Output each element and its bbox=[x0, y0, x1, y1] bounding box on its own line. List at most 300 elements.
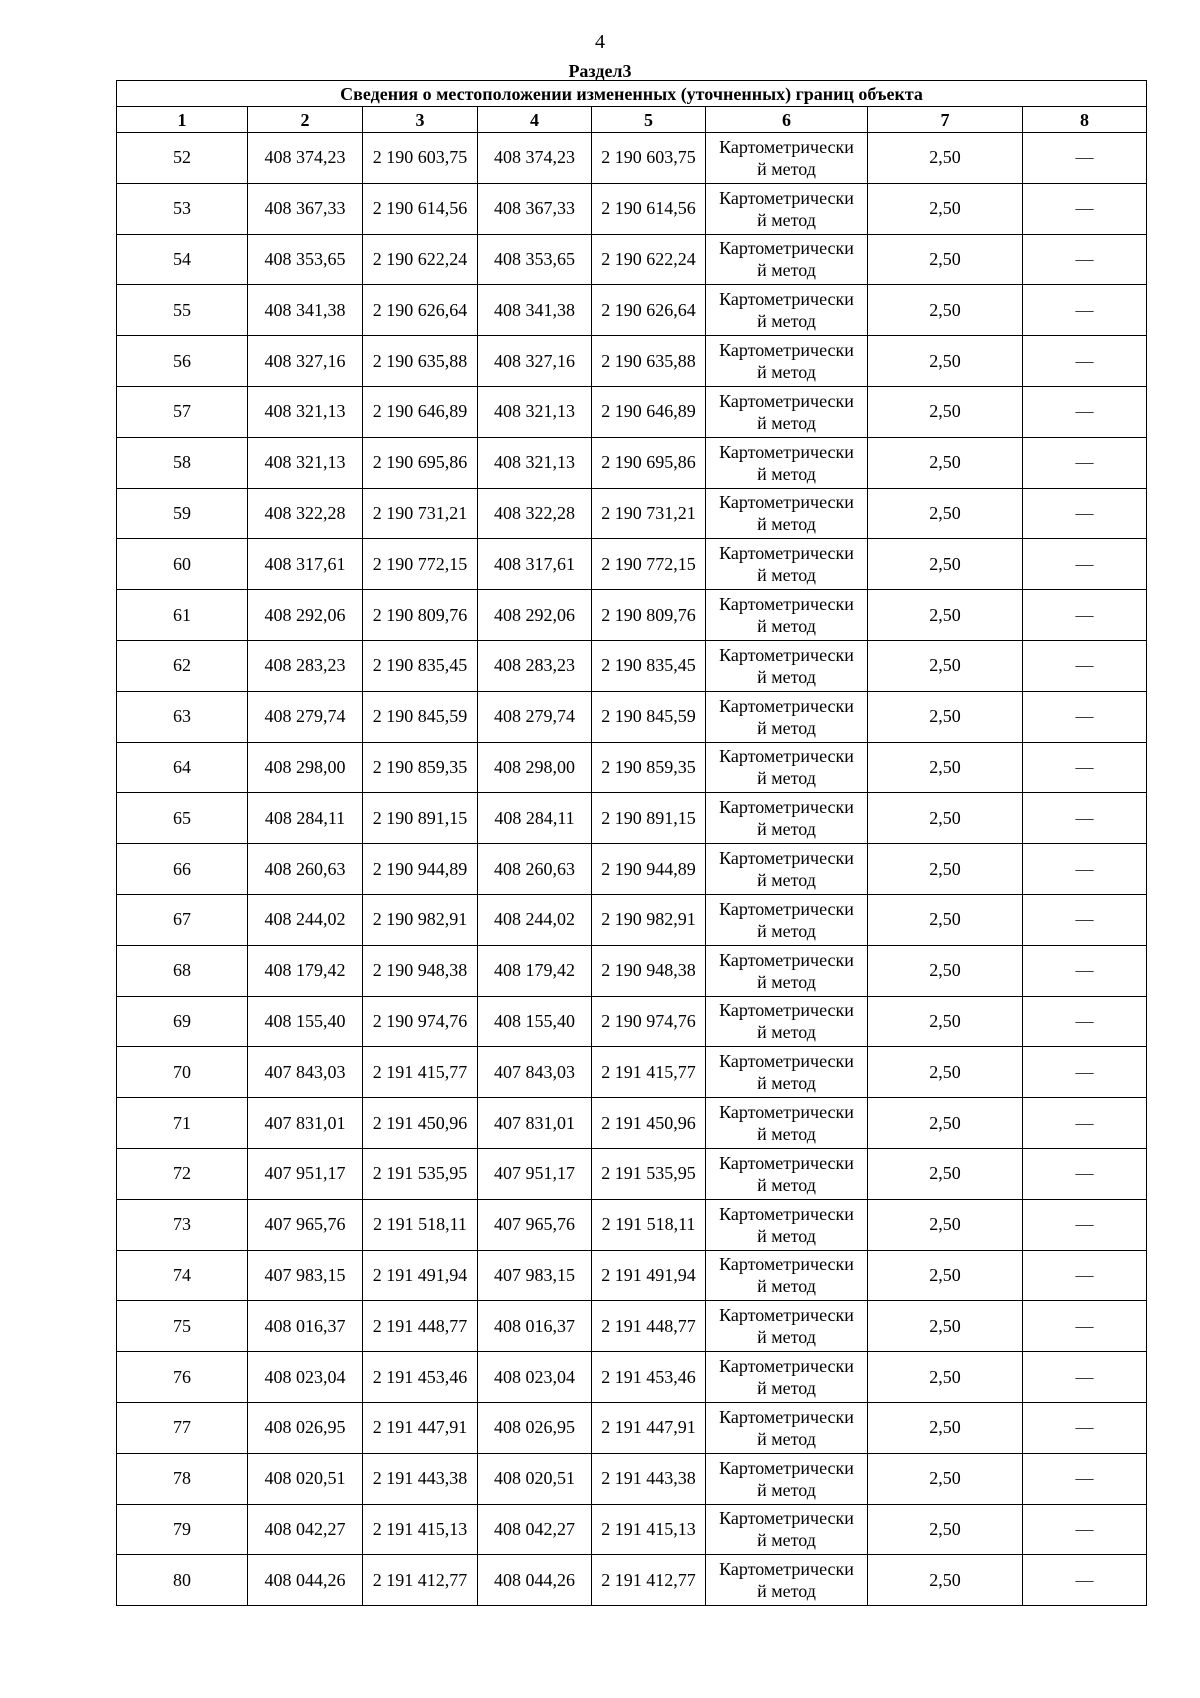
accuracy-cell: 2,50 bbox=[868, 1098, 1023, 1149]
table-row bbox=[117, 133, 1147, 184]
y-coordinate-cell: 2 190 646,89 bbox=[363, 386, 478, 437]
method-text-line: й метод bbox=[757, 717, 816, 738]
x-coordinate-cell: 408 016,37 bbox=[248, 1301, 363, 1352]
x-coordinate-cell: 408 016,37 bbox=[478, 1301, 592, 1352]
accuracy-cell: 2,50 bbox=[868, 1402, 1023, 1453]
x-coordinate-cell: 408 155,40 bbox=[478, 996, 592, 1047]
x-coordinate-cell: 408 321,13 bbox=[478, 437, 592, 488]
x-coordinate-cell: 407 843,03 bbox=[478, 1047, 592, 1098]
method-cell bbox=[706, 1250, 868, 1301]
y-coordinate-cell: 2 190 626,64 bbox=[592, 285, 706, 336]
method-cell bbox=[706, 1148, 868, 1199]
table-row bbox=[117, 640, 1147, 691]
point-number-cell: 73 bbox=[117, 1199, 248, 1250]
y-coordinate-cell: 2 190 614,56 bbox=[363, 183, 478, 234]
coordinates-table bbox=[116, 80, 1147, 1606]
x-coordinate-cell: 408 374,23 bbox=[478, 133, 592, 184]
description-cell: — bbox=[1023, 1250, 1147, 1301]
x-coordinate-cell: 408 179,42 bbox=[478, 945, 592, 996]
table-row bbox=[117, 1199, 1147, 1250]
method-text-line: й метод bbox=[757, 666, 816, 687]
y-coordinate-cell: 2 190 646,89 bbox=[592, 386, 706, 437]
y-coordinate-cell: 2 190 809,76 bbox=[592, 590, 706, 641]
method-text-line: Картометрически bbox=[719, 1102, 854, 1123]
y-coordinate-cell: 2 191 535,95 bbox=[363, 1148, 478, 1199]
table-body bbox=[117, 133, 1147, 1606]
y-coordinate-cell: 2 190 982,91 bbox=[592, 894, 706, 945]
y-coordinate-cell: 2 190 635,88 bbox=[363, 336, 478, 387]
method-cell bbox=[706, 1098, 868, 1149]
table-row bbox=[117, 1148, 1147, 1199]
description-cell: — bbox=[1023, 285, 1147, 336]
description-cell: — bbox=[1023, 945, 1147, 996]
accuracy-cell: 2,50 bbox=[868, 945, 1023, 996]
method-text-line: й метод bbox=[757, 920, 816, 941]
y-coordinate-cell: 2 190 695,86 bbox=[363, 437, 478, 488]
table-row bbox=[117, 1047, 1147, 1098]
accuracy-cell: 2,50 bbox=[868, 1555, 1023, 1606]
y-coordinate-cell: 2 190 891,15 bbox=[592, 793, 706, 844]
method-text-line: й метод bbox=[757, 1276, 816, 1297]
description-cell: — bbox=[1023, 1047, 1147, 1098]
y-coordinate-cell: 2 191 535,95 bbox=[592, 1148, 706, 1199]
method-cell bbox=[706, 945, 868, 996]
x-coordinate-cell: 408 321,13 bbox=[248, 437, 363, 488]
y-coordinate-cell: 2 190 948,38 bbox=[363, 945, 478, 996]
method-cell bbox=[706, 742, 868, 793]
accuracy-cell: 2,50 bbox=[868, 1352, 1023, 1403]
column-header: 3 bbox=[363, 107, 478, 133]
method-text-line: Картометрически bbox=[719, 1152, 854, 1173]
y-coordinate-cell: 2 190 622,24 bbox=[363, 234, 478, 285]
method-text-line: й метод bbox=[757, 1530, 816, 1551]
description-cell: — bbox=[1023, 336, 1147, 387]
method-text-line: Картометрически bbox=[719, 1559, 854, 1580]
method-text-line: й метод bbox=[757, 1174, 816, 1195]
y-coordinate-cell: 2 190 635,88 bbox=[592, 336, 706, 387]
method-text-line: Картометрически bbox=[719, 594, 854, 615]
description-cell: — bbox=[1023, 1199, 1147, 1250]
method-text-line: Картометрически bbox=[719, 1356, 854, 1377]
point-number-cell: 52 bbox=[117, 133, 248, 184]
x-coordinate-cell: 408 155,40 bbox=[248, 996, 363, 1047]
table-row bbox=[117, 386, 1147, 437]
x-coordinate-cell: 408 283,23 bbox=[248, 640, 363, 691]
x-coordinate-cell: 408 292,06 bbox=[478, 590, 592, 641]
y-coordinate-cell: 2 190 626,64 bbox=[363, 285, 478, 336]
table-row bbox=[117, 691, 1147, 742]
description-cell: — bbox=[1023, 996, 1147, 1047]
accuracy-cell: 2,50 bbox=[868, 1301, 1023, 1352]
y-coordinate-cell: 2 191 447,91 bbox=[363, 1402, 478, 1453]
method-cell bbox=[706, 133, 868, 184]
point-number-cell: 70 bbox=[117, 1047, 248, 1098]
table-row bbox=[117, 1098, 1147, 1149]
x-coordinate-cell: 408 023,04 bbox=[248, 1352, 363, 1403]
method-text-line: Картометрически bbox=[719, 1254, 854, 1275]
x-coordinate-cell: 408 042,27 bbox=[248, 1504, 363, 1555]
y-coordinate-cell: 2 190 982,91 bbox=[363, 894, 478, 945]
y-coordinate-cell: 2 191 415,13 bbox=[592, 1504, 706, 1555]
method-text-line: й метод bbox=[757, 260, 816, 281]
method-text-line: й метод bbox=[757, 158, 816, 179]
accuracy-cell: 2,50 bbox=[868, 386, 1023, 437]
description-cell: — bbox=[1023, 894, 1147, 945]
point-number-cell: 58 bbox=[117, 437, 248, 488]
method-cell bbox=[706, 996, 868, 1047]
x-coordinate-cell: 408 367,33 bbox=[478, 183, 592, 234]
x-coordinate-cell: 408 292,06 bbox=[248, 590, 363, 641]
y-coordinate-cell: 2 191 443,38 bbox=[363, 1453, 478, 1504]
y-coordinate-cell: 2 191 415,13 bbox=[363, 1504, 478, 1555]
column-header: 8 bbox=[1023, 107, 1147, 133]
y-coordinate-cell: 2 190 944,89 bbox=[592, 844, 706, 895]
method-text-line: Картометрически bbox=[719, 898, 854, 919]
x-coordinate-cell: 408 284,11 bbox=[248, 793, 363, 844]
accuracy-cell: 2,50 bbox=[868, 691, 1023, 742]
x-coordinate-cell: 407 983,15 bbox=[248, 1250, 363, 1301]
accuracy-cell: 2,50 bbox=[868, 1250, 1023, 1301]
method-cell bbox=[706, 539, 868, 590]
table-row bbox=[117, 1555, 1147, 1606]
y-coordinate-cell: 2 190 695,86 bbox=[592, 437, 706, 488]
method-text-line: й метод bbox=[757, 565, 816, 586]
description-cell: — bbox=[1023, 691, 1147, 742]
method-cell bbox=[706, 1301, 868, 1352]
table-row bbox=[117, 996, 1147, 1047]
y-coordinate-cell: 2 190 731,21 bbox=[363, 488, 478, 539]
x-coordinate-cell: 407 831,01 bbox=[248, 1098, 363, 1149]
accuracy-cell: 2,50 bbox=[868, 1148, 1023, 1199]
description-cell: — bbox=[1023, 234, 1147, 285]
description-cell: — bbox=[1023, 742, 1147, 793]
accuracy-cell: 2,50 bbox=[868, 1199, 1023, 1250]
table-row bbox=[117, 1250, 1147, 1301]
point-number-cell: 77 bbox=[117, 1402, 248, 1453]
method-text-line: й метод bbox=[757, 768, 816, 789]
method-text-line: й метод bbox=[757, 1022, 816, 1043]
point-number-cell: 66 bbox=[117, 844, 248, 895]
column-header: 7 bbox=[868, 107, 1023, 133]
method-text-line: Картометрически bbox=[719, 136, 854, 157]
method-text-line: Картометрически bbox=[719, 289, 854, 310]
method-text-line: й метод bbox=[757, 1378, 816, 1399]
x-coordinate-cell: 407 951,17 bbox=[478, 1148, 592, 1199]
accuracy-cell: 2,50 bbox=[868, 742, 1023, 793]
table-row bbox=[117, 844, 1147, 895]
x-coordinate-cell: 408 322,28 bbox=[478, 488, 592, 539]
method-cell bbox=[706, 1504, 868, 1555]
method-text-line: Картометрически bbox=[719, 390, 854, 411]
table-row bbox=[117, 945, 1147, 996]
method-text-line: Картометрически bbox=[719, 187, 854, 208]
method-text-line: й метод bbox=[757, 311, 816, 332]
table-row bbox=[117, 488, 1147, 539]
x-coordinate-cell: 408 298,00 bbox=[478, 742, 592, 793]
point-number-cell: 53 bbox=[117, 183, 248, 234]
method-cell bbox=[706, 183, 868, 234]
y-coordinate-cell: 2 191 415,77 bbox=[363, 1047, 478, 1098]
x-coordinate-cell: 408 317,61 bbox=[478, 539, 592, 590]
y-coordinate-cell: 2 190 859,35 bbox=[592, 742, 706, 793]
method-text-line: Картометрически bbox=[719, 441, 854, 462]
x-coordinate-cell: 408 279,74 bbox=[478, 691, 592, 742]
method-cell bbox=[706, 285, 868, 336]
description-cell: — bbox=[1023, 793, 1147, 844]
method-text-line: й метод bbox=[757, 362, 816, 383]
point-number-cell: 62 bbox=[117, 640, 248, 691]
table-row bbox=[117, 285, 1147, 336]
description-cell: — bbox=[1023, 1504, 1147, 1555]
table-row bbox=[117, 539, 1147, 590]
accuracy-cell: 2,50 bbox=[868, 996, 1023, 1047]
method-text-line: Картометрически bbox=[719, 746, 854, 767]
description-cell: — bbox=[1023, 1555, 1147, 1606]
y-coordinate-cell: 2 191 412,77 bbox=[592, 1555, 706, 1606]
accuracy-cell: 2,50 bbox=[868, 1047, 1023, 1098]
x-coordinate-cell: 408 260,63 bbox=[248, 844, 363, 895]
method-text-line: Картометрически bbox=[719, 848, 854, 869]
x-coordinate-cell: 408 244,02 bbox=[478, 894, 592, 945]
method-text-line: Картометрически bbox=[719, 1305, 854, 1326]
accuracy-cell: 2,50 bbox=[868, 183, 1023, 234]
point-number-cell: 55 bbox=[117, 285, 248, 336]
x-coordinate-cell: 408 367,33 bbox=[248, 183, 363, 234]
point-number-cell: 65 bbox=[117, 793, 248, 844]
y-coordinate-cell: 2 190 603,75 bbox=[363, 133, 478, 184]
accuracy-cell: 2,50 bbox=[868, 336, 1023, 387]
table-row bbox=[117, 1402, 1147, 1453]
x-coordinate-cell: 408 260,63 bbox=[478, 844, 592, 895]
y-coordinate-cell: 2 191 448,77 bbox=[363, 1301, 478, 1352]
x-coordinate-cell: 408 298,00 bbox=[248, 742, 363, 793]
accuracy-cell: 2,50 bbox=[868, 133, 1023, 184]
accuracy-cell: 2,50 bbox=[868, 234, 1023, 285]
x-coordinate-cell: 408 044,26 bbox=[478, 1555, 592, 1606]
y-coordinate-cell: 2 190 614,56 bbox=[592, 183, 706, 234]
description-cell: — bbox=[1023, 539, 1147, 590]
description-cell: — bbox=[1023, 1301, 1147, 1352]
y-coordinate-cell: 2 190 731,21 bbox=[592, 488, 706, 539]
accuracy-cell: 2,50 bbox=[868, 1453, 1023, 1504]
accuracy-cell: 2,50 bbox=[868, 285, 1023, 336]
y-coordinate-cell: 2 191 453,46 bbox=[363, 1352, 478, 1403]
method-text-line: й метод bbox=[757, 1124, 816, 1145]
method-text-line: Картометрически bbox=[719, 543, 854, 564]
description-cell: — bbox=[1023, 386, 1147, 437]
method-text-line: Картометрически bbox=[719, 238, 854, 259]
point-number-cell: 75 bbox=[117, 1301, 248, 1352]
description-cell: — bbox=[1023, 437, 1147, 488]
x-coordinate-cell: 408 353,65 bbox=[478, 234, 592, 285]
column-header: 6 bbox=[706, 107, 868, 133]
point-number-cell: 57 bbox=[117, 386, 248, 437]
point-number-cell: 74 bbox=[117, 1250, 248, 1301]
table-row bbox=[117, 1453, 1147, 1504]
method-cell bbox=[706, 1047, 868, 1098]
method-text-line: й метод bbox=[757, 514, 816, 535]
page-number: 4 bbox=[595, 31, 605, 53]
table-row bbox=[117, 590, 1147, 641]
y-coordinate-cell: 2 191 491,94 bbox=[592, 1250, 706, 1301]
x-coordinate-cell: 408 179,42 bbox=[248, 945, 363, 996]
x-coordinate-cell: 408 020,51 bbox=[248, 1453, 363, 1504]
x-coordinate-cell: 407 831,01 bbox=[478, 1098, 592, 1149]
x-coordinate-cell: 408 341,38 bbox=[248, 285, 363, 336]
x-coordinate-cell: 408 283,23 bbox=[478, 640, 592, 691]
table-row bbox=[117, 437, 1147, 488]
y-coordinate-cell: 2 190 622,24 bbox=[592, 234, 706, 285]
method-text-line: Картометрически bbox=[719, 1508, 854, 1529]
y-coordinate-cell: 2 190 948,38 bbox=[592, 945, 706, 996]
method-text-line: й метод bbox=[757, 463, 816, 484]
point-number-cell: 80 bbox=[117, 1555, 248, 1606]
method-text-line: Картометрически bbox=[719, 492, 854, 513]
y-coordinate-cell: 2 191 518,11 bbox=[363, 1199, 478, 1250]
accuracy-cell: 2,50 bbox=[868, 488, 1023, 539]
x-coordinate-cell: 408 322,28 bbox=[248, 488, 363, 539]
accuracy-cell: 2,50 bbox=[868, 539, 1023, 590]
table-row bbox=[117, 1352, 1147, 1403]
method-cell bbox=[706, 590, 868, 641]
y-coordinate-cell: 2 191 450,96 bbox=[363, 1098, 478, 1149]
x-coordinate-cell: 408 284,11 bbox=[478, 793, 592, 844]
y-coordinate-cell: 2 190 944,89 bbox=[363, 844, 478, 895]
method-text-line: й метод bbox=[757, 1581, 816, 1602]
x-coordinate-cell: 407 965,76 bbox=[478, 1199, 592, 1250]
method-text-line: й метод bbox=[757, 209, 816, 230]
method-cell bbox=[706, 437, 868, 488]
accuracy-cell: 2,50 bbox=[868, 590, 1023, 641]
method-text-line: й метод bbox=[757, 1225, 816, 1246]
method-text-line: й метод bbox=[757, 819, 816, 840]
section-title: Раздел3 bbox=[568, 61, 632, 81]
x-coordinate-cell: 408 026,95 bbox=[248, 1402, 363, 1453]
method-text-line: Картометрически bbox=[719, 1457, 854, 1478]
method-text-line: Картометрически bbox=[719, 949, 854, 970]
y-coordinate-cell: 2 190 845,59 bbox=[592, 691, 706, 742]
x-coordinate-cell: 408 020,51 bbox=[478, 1453, 592, 1504]
point-number-cell: 79 bbox=[117, 1504, 248, 1555]
accuracy-cell: 2,50 bbox=[868, 894, 1023, 945]
y-coordinate-cell: 2 190 974,76 bbox=[363, 996, 478, 1047]
x-coordinate-cell: 408 353,65 bbox=[248, 234, 363, 285]
x-coordinate-cell: 408 321,13 bbox=[478, 386, 592, 437]
accuracy-cell: 2,50 bbox=[868, 1504, 1023, 1555]
method-cell bbox=[706, 1352, 868, 1403]
table-row bbox=[117, 1504, 1147, 1555]
table-row bbox=[117, 183, 1147, 234]
accuracy-cell: 2,50 bbox=[868, 793, 1023, 844]
point-number-cell: 68 bbox=[117, 945, 248, 996]
x-coordinate-cell: 407 843,03 bbox=[248, 1047, 363, 1098]
table-row bbox=[117, 793, 1147, 844]
y-coordinate-cell: 2 190 835,45 bbox=[592, 640, 706, 691]
point-number-cell: 67 bbox=[117, 894, 248, 945]
x-coordinate-cell: 407 965,76 bbox=[248, 1199, 363, 1250]
description-cell: — bbox=[1023, 1098, 1147, 1149]
method-cell bbox=[706, 894, 868, 945]
y-coordinate-cell: 2 190 603,75 bbox=[592, 133, 706, 184]
y-coordinate-cell: 2 191 412,77 bbox=[363, 1555, 478, 1606]
method-text-line: Картометрически bbox=[719, 1051, 854, 1072]
column-header: 1 bbox=[117, 107, 248, 133]
point-number-cell: 64 bbox=[117, 742, 248, 793]
y-coordinate-cell: 2 191 491,94 bbox=[363, 1250, 478, 1301]
method-text-line: Картометрически bbox=[719, 695, 854, 716]
description-cell: — bbox=[1023, 1352, 1147, 1403]
y-coordinate-cell: 2 190 891,15 bbox=[363, 793, 478, 844]
point-number-cell: 69 bbox=[117, 996, 248, 1047]
point-number-cell: 59 bbox=[117, 488, 248, 539]
y-coordinate-cell: 2 190 845,59 bbox=[363, 691, 478, 742]
point-number-cell: 72 bbox=[117, 1148, 248, 1199]
method-cell bbox=[706, 234, 868, 285]
method-text-line: й метод bbox=[757, 1073, 816, 1094]
method-text-line: Картометрически bbox=[719, 1000, 854, 1021]
y-coordinate-cell: 2 191 453,46 bbox=[592, 1352, 706, 1403]
description-cell: — bbox=[1023, 640, 1147, 691]
method-cell bbox=[706, 844, 868, 895]
x-coordinate-cell: 408 327,16 bbox=[248, 336, 363, 387]
method-cell bbox=[706, 1402, 868, 1453]
method-text-line: й метод bbox=[757, 412, 816, 433]
description-cell: — bbox=[1023, 1453, 1147, 1504]
method-cell bbox=[706, 386, 868, 437]
method-cell bbox=[706, 793, 868, 844]
description-cell: — bbox=[1023, 1148, 1147, 1199]
x-coordinate-cell: 408 042,27 bbox=[478, 1504, 592, 1555]
y-coordinate-cell: 2 191 443,38 bbox=[592, 1453, 706, 1504]
accuracy-cell: 2,50 bbox=[868, 640, 1023, 691]
table-row bbox=[117, 336, 1147, 387]
table-row bbox=[117, 742, 1147, 793]
point-number-cell: 61 bbox=[117, 590, 248, 641]
table-row bbox=[117, 894, 1147, 945]
column-header: 4 bbox=[478, 107, 592, 133]
x-coordinate-cell: 408 023,04 bbox=[478, 1352, 592, 1403]
method-text-line: й метод bbox=[757, 870, 816, 891]
description-cell: — bbox=[1023, 183, 1147, 234]
method-text-line: й метод bbox=[757, 616, 816, 637]
method-cell bbox=[706, 488, 868, 539]
y-coordinate-cell: 2 191 450,96 bbox=[592, 1098, 706, 1149]
method-text-line: й метод bbox=[757, 971, 816, 992]
x-coordinate-cell: 407 951,17 bbox=[248, 1148, 363, 1199]
y-coordinate-cell: 2 190 809,76 bbox=[363, 590, 478, 641]
method-text-line: й метод bbox=[757, 1479, 816, 1500]
point-number-cell: 78 bbox=[117, 1453, 248, 1504]
description-cell: — bbox=[1023, 1402, 1147, 1453]
point-number-cell: 71 bbox=[117, 1098, 248, 1149]
method-cell bbox=[706, 640, 868, 691]
table-title: Сведения о местоположении измененных (уточненных) границ объекта bbox=[117, 81, 1147, 107]
x-coordinate-cell: 408 026,95 bbox=[478, 1402, 592, 1453]
point-number-cell: 63 bbox=[117, 691, 248, 742]
y-coordinate-cell: 2 190 835,45 bbox=[363, 640, 478, 691]
column-header-row bbox=[117, 107, 1147, 133]
point-number-cell: 54 bbox=[117, 234, 248, 285]
x-coordinate-cell: 408 279,74 bbox=[248, 691, 363, 742]
y-coordinate-cell: 2 191 415,77 bbox=[592, 1047, 706, 1098]
table-row bbox=[117, 1301, 1147, 1352]
x-coordinate-cell: 408 374,23 bbox=[248, 133, 363, 184]
y-coordinate-cell: 2 190 859,35 bbox=[363, 742, 478, 793]
description-cell: — bbox=[1023, 133, 1147, 184]
method-cell bbox=[706, 336, 868, 387]
method-text-line: Картометрически bbox=[719, 1203, 854, 1224]
point-number-cell: 76 bbox=[117, 1352, 248, 1403]
